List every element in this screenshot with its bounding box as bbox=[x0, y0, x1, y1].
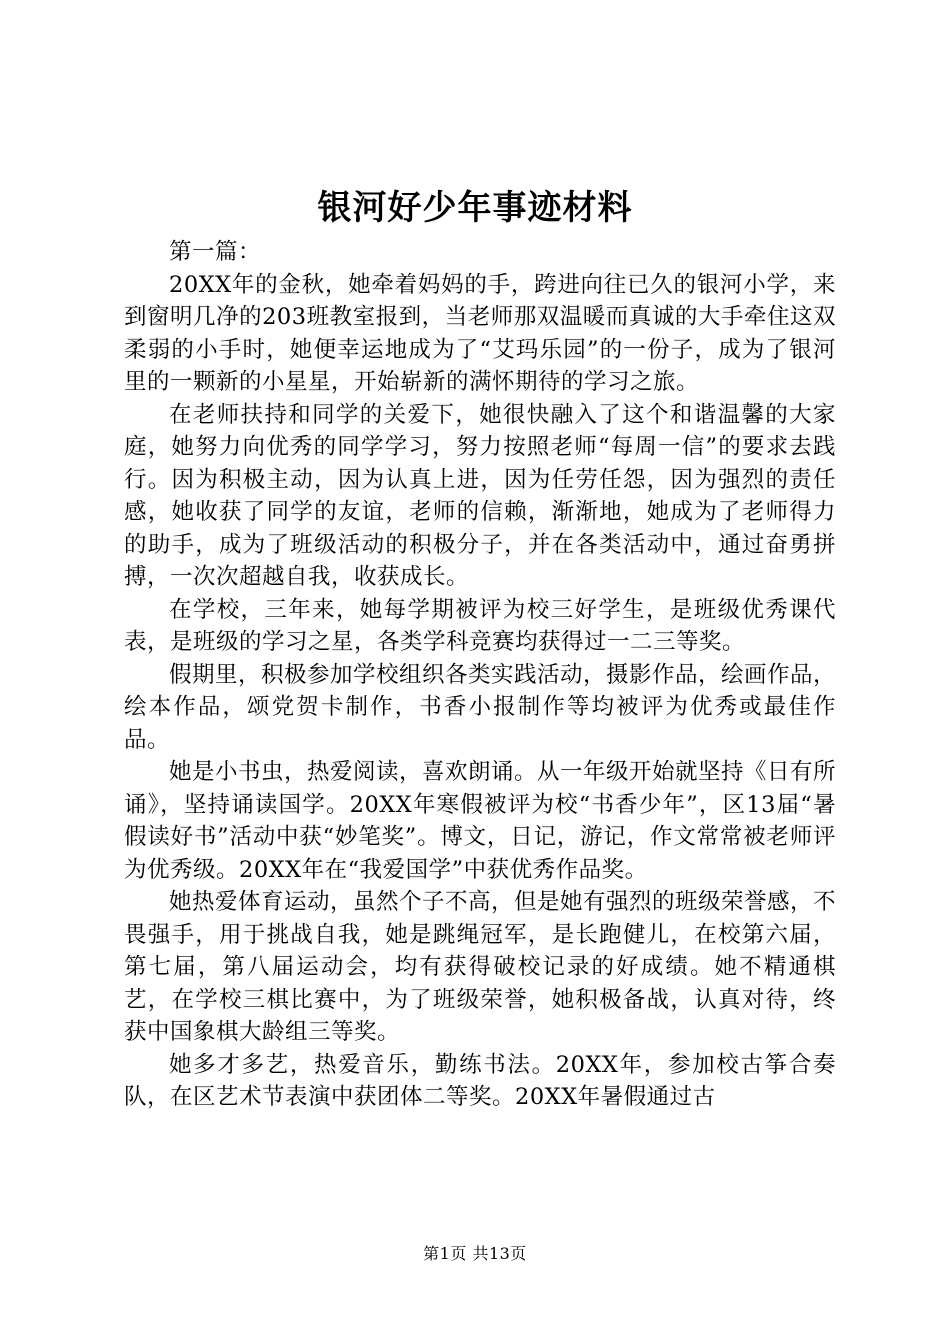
document-title: 银河好少年事迹材料 bbox=[317, 188, 633, 228]
body-paragraph: 假期里，积极参加学校组织各类实践活动，摄影作品，绘画作品，绘本作品，颂党贺卡制作，书香小报制作等均被评为优秀或最佳作品。 bbox=[124, 661, 837, 753]
body-paragraph: 她热爱体育运动，虽然个子不高，但是她有强烈的班级荣誉感，不畏强手，用于挑战自我，她是跳绳冠军，是长跑健儿，在校第六届，第七届，第八届运动会，均有获得破校记录的好成绩。她不精通棋艺，在学校三棋比赛中，为了班级荣誉，她积极备战，认真对待，终获中国象棋大龄组三等奖。 bbox=[124, 889, 837, 1045]
page-number-footer: 第1页 共13页 bbox=[423, 1244, 527, 1263]
body-paragraph: 她多才多艺，热爱音乐，勤练书法。20XX年，参加校古筝合奏队，在区艺术节表演中获团体二等奖。20XX年暑假通过古 bbox=[124, 1051, 836, 1110]
body-paragraph: 在学校，三年来，她每学期被评为校三好学生，是班级优秀课代表，是班级的学习之星，各类学科竞赛均获得过一二三等奖。 bbox=[124, 596, 836, 655]
body-paragraph: 20XX年的金秋，她牵着妈妈的手，跨进向往已久的银河小学，来到窗明几净的203班教室报到，当老师那双温暖而真诚的大手牵住这双柔弱的小手时，她便幸运地成为了“艾玛乐园”的一份子，成为了银河里的一颗新的小星星，开始崭新的满怀期待的学习之旅。 bbox=[124, 271, 836, 395]
section-heading: 第一篇： bbox=[169, 239, 262, 265]
document-body bbox=[124, 236, 836, 1114]
body-paragraph: 在老师扶持和同学的关爱下，她很快融入了这个和谐温馨的大家庭，她努力向优秀的同学学习，努力按照老师“每周一信”的要求去践行。因为积极主动，因为认真上进，因为任劳任怨，因为强烈的责任感，她收获了同学的友谊，老师的信赖，渐渐地，她成为了老师得力的助手，成为了班级活动的积极分子，并在各类活动中，通过奋勇拼搏，一次次超越自我，收获成长。 bbox=[124, 401, 836, 590]
body-paragraph: 她是小书虫，热爱阅读，喜欢朗诵。从一年级开始就坚持《日有所诵》，坚持诵读国学。20XX年寒假被评为校“书香少年”，区13届“暑假读好书”活动中获“妙笔奖”。博文，日记，游记，作文常常被老师评为优秀级。20XX年在“我爱国学”中获优秀作品奖。 bbox=[124, 759, 837, 883]
